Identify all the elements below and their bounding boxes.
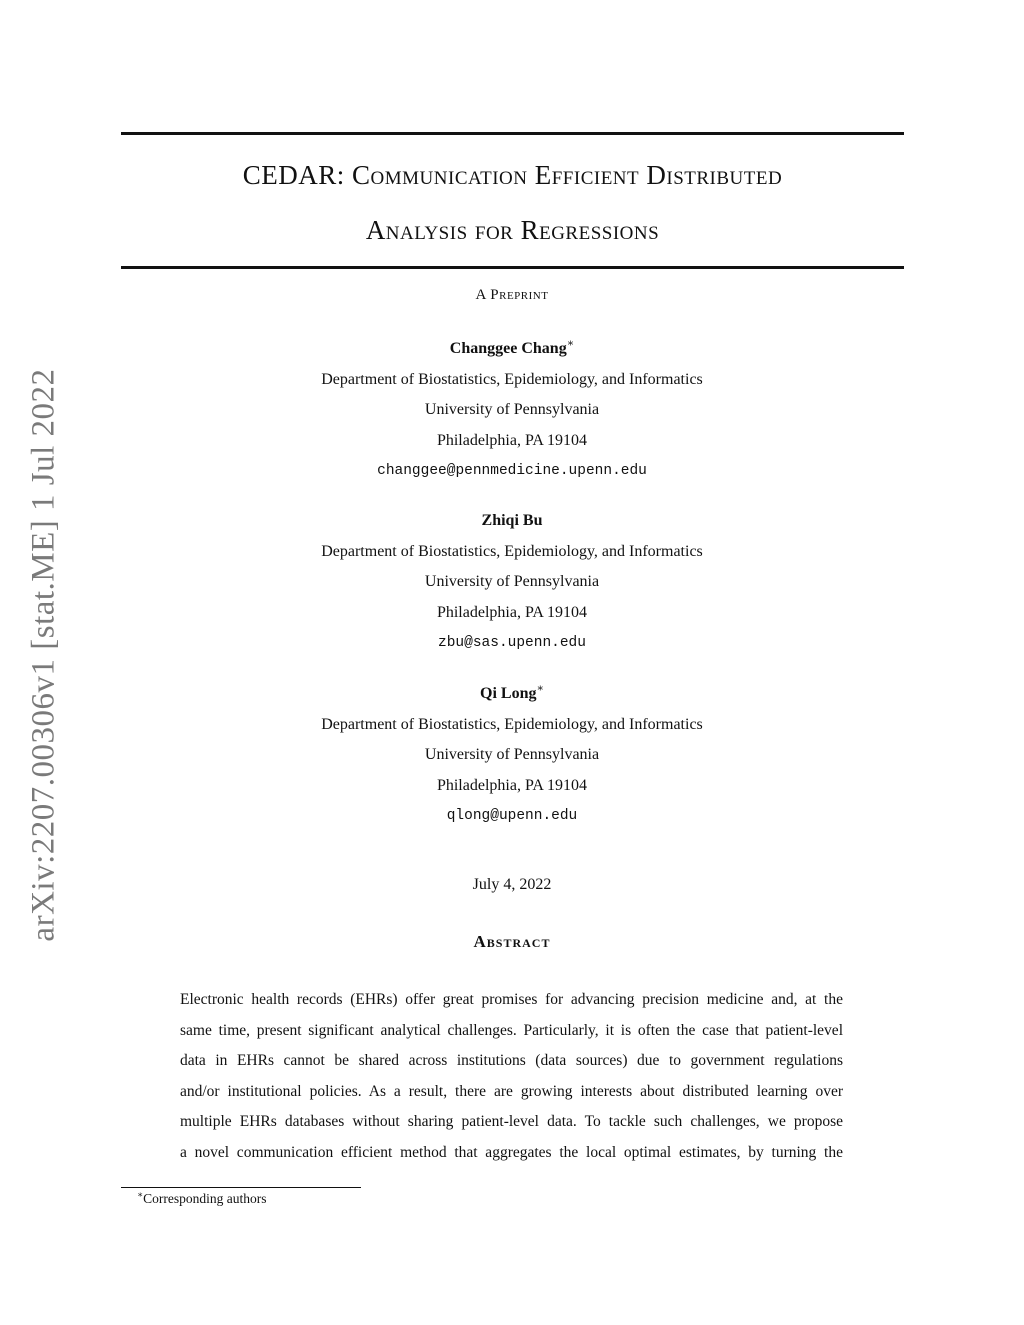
title-top-rule (121, 132, 904, 135)
footnote-text: Corresponding authors (143, 1191, 267, 1206)
abstract-line: Electronic health records (EHRs) offer great promises for advancing precision medicine and, at the (180, 991, 843, 1008)
abstract-line: multiple EHRs databases without sharing patient-level data. To tackle such challenges, we propose (180, 1113, 843, 1130)
author-university: University of Pennsylvania (424, 573, 600, 590)
author-university: University of Pennsylvania (424, 401, 600, 418)
author-email: zbu@sas.upenn.edu (438, 635, 586, 651)
paper-title-line-2: Analysis for Regressions (365, 215, 660, 245)
author-block (0, 506, 1024, 659)
publication-date: July 4, 2022 (472, 876, 552, 893)
footnote-mark: ∗ (137, 1189, 144, 1200)
author-name: Qi Long∗ (480, 682, 544, 702)
arxiv-identifier-stamp: arXiv:2207.00306v1 [stat.ME] 1 Jul 2022 (25, 368, 62, 942)
footnote-rule (121, 1187, 361, 1188)
abstract-line: data in EHRs cannot be shared across institutions (data sources) due to government regulations (180, 1052, 843, 1069)
author-university: University of Pennsylvania (424, 746, 600, 763)
paper-title-line-1: CEDAR: Communication Efficient Distributed (242, 160, 783, 190)
author-email: qlong@upenn.edu (446, 808, 578, 824)
abstract-line: same time, present significant analytical challenges. Particularly, it is often the case that patient-level (180, 1021, 843, 1039)
abstract-heading: Abstract (473, 932, 551, 951)
author-department: Department of Biostatistics, Epidemiology, and Informatics (321, 542, 703, 560)
corresponding-mark: ∗ (536, 682, 544, 695)
author-block (0, 334, 1024, 487)
abstract-body (180, 985, 843, 1168)
author-department: Department of Biostatistics, Epidemiology, and Informatics (321, 370, 703, 388)
author-name: Zhiqi Bu (481, 512, 543, 529)
author-department: Department of Biostatistics, Epidemiology, and Informatics (321, 715, 703, 733)
author-block (0, 679, 1024, 832)
footnote (137, 1191, 266, 1207)
corresponding-mark: ∗ (566, 337, 575, 350)
author-city: Philadelphia, PA 19104 (436, 776, 588, 794)
abstract-line: and/or institutional policies. As a result, there are growing interests about distributed learning over (180, 1082, 843, 1100)
author-name: Changgee Chang∗ (449, 337, 575, 357)
author-city: Philadelphia, PA 19104 (436, 603, 588, 621)
abstract-line: a novel communication efficient method that aggregates the local optimal estimates, by turning the (180, 1143, 843, 1161)
title-bottom-rule (121, 266, 904, 269)
author-city: Philadelphia, PA 19104 (436, 431, 588, 449)
preprint-label: A Preprint (475, 287, 549, 303)
author-email: changgee@pennmedicine.upenn.edu (377, 463, 647, 479)
